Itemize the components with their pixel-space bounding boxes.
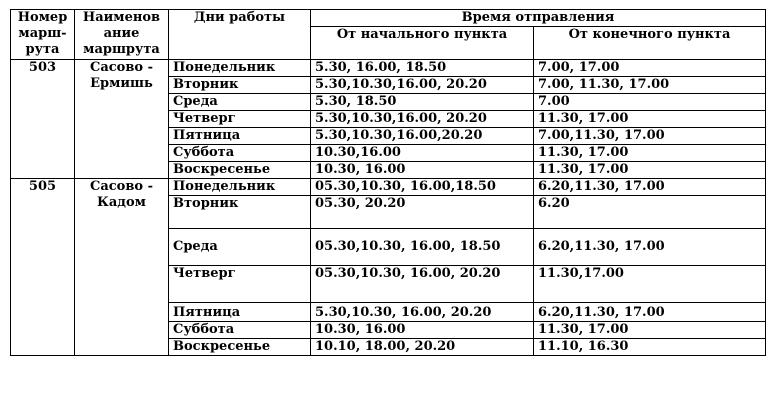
day-cell: Четверг [169, 111, 311, 128]
route-name [75, 60, 169, 179]
end-time-cell: 11.30, 17.00 [534, 162, 766, 179]
header-route-name-line2: ание [103, 26, 140, 41]
end-time-cell: 11.10, 16.30 [534, 339, 766, 356]
day-cell: Понедельник [169, 60, 311, 77]
route-name-line2: Кадом [97, 195, 146, 210]
day-cell: Вторник [169, 196, 311, 229]
day-cell: Суббота [169, 145, 311, 162]
start-time-cell: 5.30,10.30,16.00, 20.20 [311, 77, 534, 94]
day-cell: Вторник [169, 77, 311, 94]
end-time-cell: 6.20,11.30, 17.00 [534, 179, 766, 196]
day-cell: Суббота [169, 322, 311, 339]
header-route-number [11, 10, 75, 60]
day-cell: Воскресенье [169, 339, 311, 356]
end-time-cell: 6.20 [534, 196, 766, 229]
table-row [11, 60, 766, 77]
end-time-cell: 11.30, 17.00 [534, 145, 766, 162]
header-from-end: От конечного пункта [534, 27, 766, 60]
header-from-start: От начального пункта [311, 27, 534, 60]
start-time-cell: 10.30, 16.00 [311, 162, 534, 179]
route-number: 503 [11, 60, 75, 179]
header-route-number-line3: рута [25, 42, 60, 57]
start-time-cell: 05.30,10.30, 16.00, 18.50 [311, 229, 534, 266]
header-route-number-line2: марш- [18, 26, 67, 41]
table-row [11, 179, 766, 196]
end-time-cell: 6.20,11.30, 17.00 [534, 229, 766, 266]
end-time-cell: 11.30, 17.00 [534, 322, 766, 339]
header-route-number-line1: Номер [17, 10, 68, 25]
end-time-cell: 7.00 [534, 94, 766, 111]
route-name-line1: Сасово - [90, 60, 153, 75]
end-time-cell: 7.00, 11.30, 17.00 [534, 77, 766, 94]
day-cell: Пятница [169, 303, 311, 322]
start-time-cell: 5.30,10.30,16.00,20.20 [311, 128, 534, 145]
header-route-name [75, 10, 169, 60]
route-name-line2: Ермишь [90, 76, 153, 91]
header-route-name-line3: маршрута [83, 42, 160, 57]
header-route-name-line1: Наименов [82, 10, 161, 25]
route-number: 505 [11, 179, 75, 356]
route-name-line1: Сасово - [90, 179, 153, 194]
day-cell: Четверг [169, 266, 311, 303]
start-time-cell: 05.30,10.30, 16.00,18.50 [311, 179, 534, 196]
end-time-cell: 7.00,11.30, 17.00 [534, 128, 766, 145]
end-time-cell: 11.30, 17.00 [534, 111, 766, 128]
start-time-cell: 05.30,10.30, 16.00, 20.20 [311, 266, 534, 303]
day-cell: Воскресенье [169, 162, 311, 179]
route-name [75, 179, 169, 356]
header-departure-time: Время отправления [311, 10, 766, 27]
start-time-cell: 10.30,16.00 [311, 145, 534, 162]
start-time-cell: 10.10, 18.00, 20.20 [311, 339, 534, 356]
start-time-cell: 5.30,10.30, 16.00, 20.20 [311, 303, 534, 322]
end-time-cell: 7.00, 17.00 [534, 60, 766, 77]
end-time-cell: 11.30,17.00 [534, 266, 766, 303]
bus-schedule-table [10, 9, 766, 356]
day-cell: Среда [169, 94, 311, 111]
start-time-cell: 5.30, 16.00, 18.50 [311, 60, 534, 77]
header-days: Дни работы [169, 10, 311, 60]
start-time-cell: 10.30, 16.00 [311, 322, 534, 339]
day-cell: Среда [169, 229, 311, 266]
start-time-cell: 5.30,10.30,16.00, 20.20 [311, 111, 534, 128]
end-time-cell: 6.20,11.30, 17.00 [534, 303, 766, 322]
day-cell: Понедельник [169, 179, 311, 196]
start-time-cell: 5.30, 18.50 [311, 94, 534, 111]
day-cell: Пятница [169, 128, 311, 145]
start-time-cell: 05.30, 20.20 [311, 196, 534, 229]
